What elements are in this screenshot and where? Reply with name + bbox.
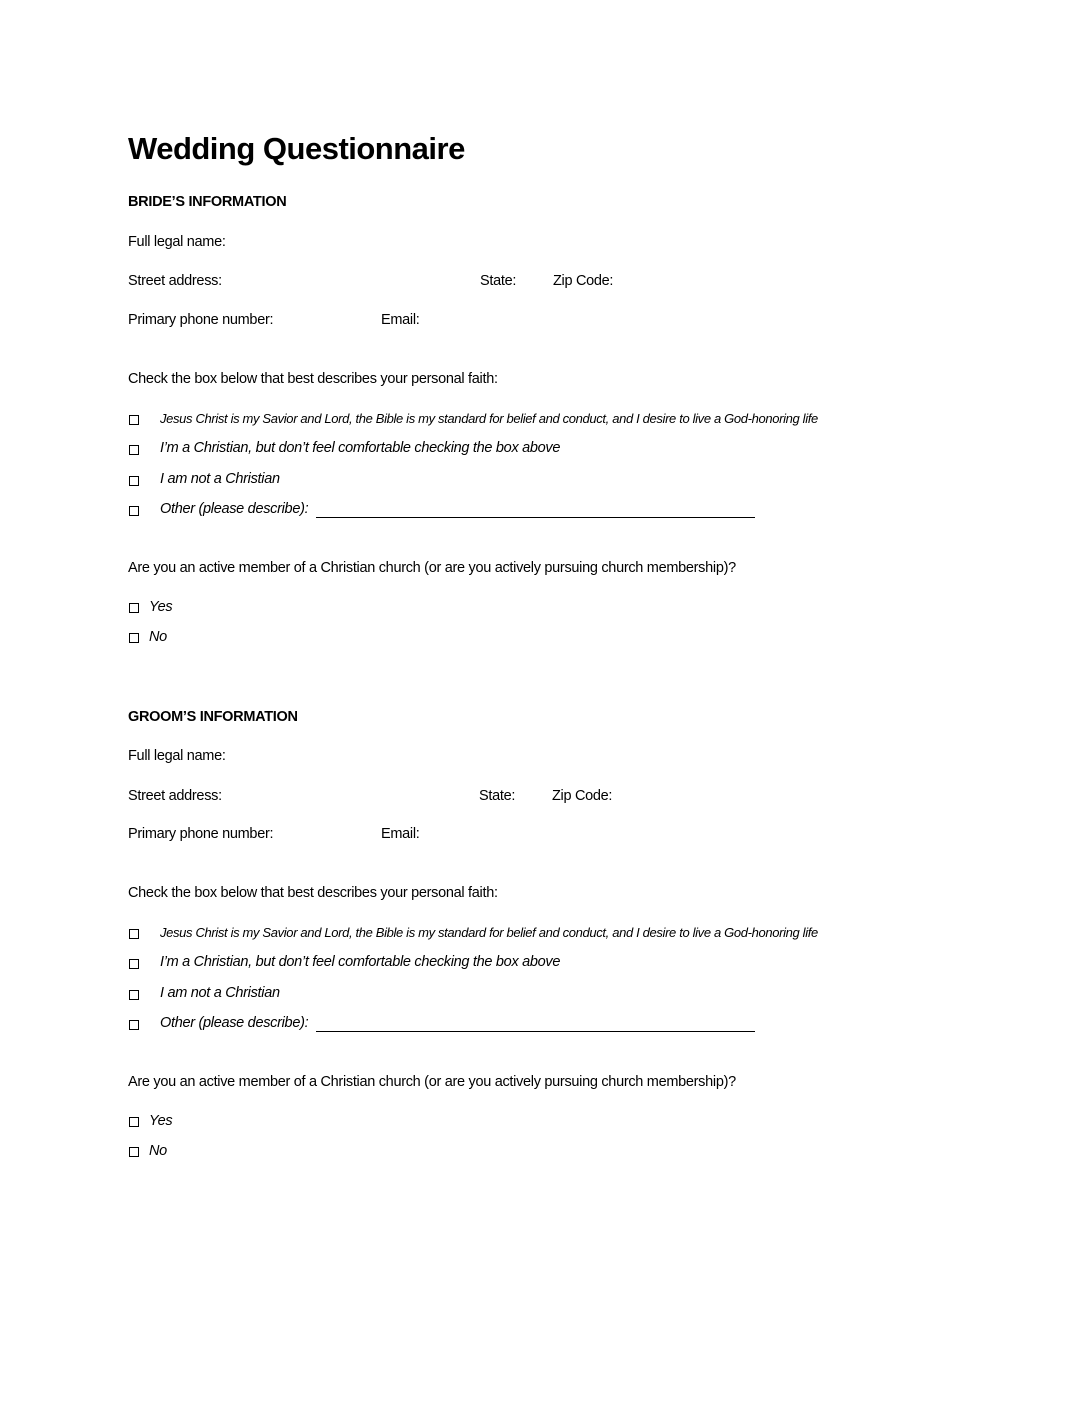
bride-other-faith-input-line[interactable] <box>316 517 755 518</box>
groom-faith-checkbox-1[interactable] <box>129 929 139 939</box>
groom-faith-option-1: Jesus Christ is my Savior and Lord, the Bible is my standard for belief and conduct, and I desire to live a God-honoring life <box>160 925 818 940</box>
bride-church-no-checkbox[interactable] <box>129 633 139 643</box>
bride-faith-checkbox-4[interactable] <box>129 506 139 516</box>
groom-church-yes-checkbox[interactable] <box>129 1117 139 1127</box>
bride-faith-checkbox-1[interactable] <box>129 415 139 425</box>
bride-faith-option-2: I’m a Christian, but don’t feel comfortable checking the box above <box>160 440 561 456</box>
groom-street-address-label: Street address: <box>128 788 222 804</box>
groom-church-question: Are you an active member of a Christian church (or are you actively pursuing church membership)? <box>128 1074 736 1090</box>
bride-section-heading: BRIDE’S INFORMATION <box>128 194 287 210</box>
groom-faith-checkbox-2[interactable] <box>129 959 139 969</box>
groom-church-no-checkbox[interactable] <box>129 1147 139 1157</box>
groom-faith-checkbox-4[interactable] <box>129 1020 139 1030</box>
bride-faith-question: Check the box below that best describes your personal faith: <box>128 371 498 387</box>
bride-church-no-label: No <box>149 629 167 645</box>
bride-primary-phone-field[interactable] <box>290 312 374 330</box>
groom-faith-checkbox-3[interactable] <box>129 990 139 1000</box>
groom-faith-option-2: I’m a Christian, but don’t feel comfortable checking the box above <box>160 954 561 970</box>
groom-section-heading: GROOM’S INFORMATION <box>128 709 298 725</box>
bride-faith-checkbox-3[interactable] <box>129 476 139 486</box>
bride-full-name-label: Full legal name: <box>128 234 226 250</box>
groom-full-name-label: Full legal name: <box>128 748 226 764</box>
groom-zip-code-label: Zip Code: <box>552 788 613 804</box>
bride-email-label: Email: <box>381 312 420 328</box>
bride-zip-code-label: Zip Code: <box>553 273 614 289</box>
groom-primary-phone-field[interactable] <box>290 826 374 844</box>
bride-state-field[interactable] <box>522 273 546 291</box>
bride-primary-phone-label: Primary phone number: <box>128 312 274 328</box>
groom-other-faith-input-line[interactable] <box>316 1031 755 1032</box>
groom-email-field[interactable] <box>428 826 740 844</box>
groom-email-label: Email: <box>381 826 420 842</box>
bride-street-address-label: Street address: <box>128 273 222 289</box>
bride-faith-option-3: I am not a Christian <box>160 471 280 487</box>
groom-primary-phone-label: Primary phone number: <box>128 826 274 842</box>
groom-faith-option-4: Other (please describe): <box>160 1015 309 1031</box>
groom-faith-question: Check the box below that best describes your personal faith: <box>128 885 498 901</box>
bride-faith-option-4: Other (please describe): <box>160 501 309 517</box>
groom-church-yes-label: Yes <box>149 1113 173 1129</box>
groom-zip-code-field[interactable] <box>620 788 740 806</box>
bride-church-question: Are you an active member of a Christian church (or are you actively pursuing church membership)? <box>128 560 736 576</box>
groom-church-no-label: No <box>149 1143 167 1159</box>
groom-full-name-field[interactable] <box>240 748 740 766</box>
bride-zip-code-field[interactable] <box>620 273 740 291</box>
groom-faith-option-3: I am not a Christian <box>160 985 280 1001</box>
groom-state-label: State: <box>479 788 516 804</box>
bride-church-yes-label: Yes <box>149 599 173 615</box>
bride-state-label: State: <box>480 273 517 289</box>
bride-faith-option-1: Jesus Christ is my Savior and Lord, the Bible is my standard for belief and conduct, and I desire to live a God-honoring life <box>160 411 818 426</box>
page-title: Wedding Questionnaire <box>128 131 465 166</box>
bride-street-address-field[interactable] <box>234 273 470 291</box>
groom-state-field[interactable] <box>522 788 546 806</box>
bride-full-name-field[interactable] <box>240 234 740 252</box>
bride-church-yes-checkbox[interactable] <box>129 603 139 613</box>
groom-street-address-field[interactable] <box>234 788 470 806</box>
bride-email-field[interactable] <box>428 312 740 330</box>
bride-faith-checkbox-2[interactable] <box>129 445 139 455</box>
